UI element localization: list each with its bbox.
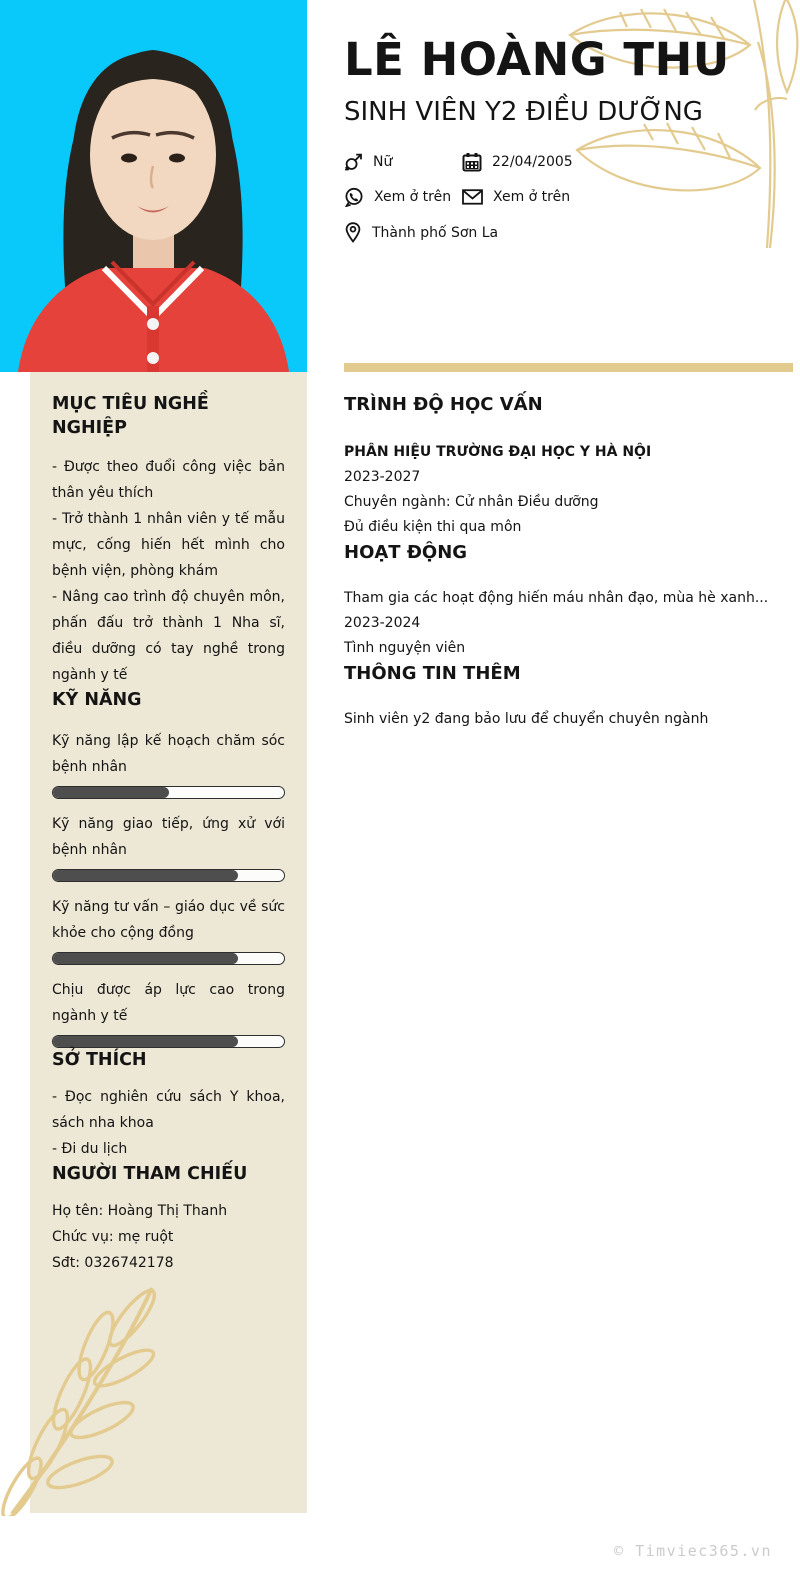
objective-line: - Được theo đuổi công việc bản thân yêu thích [52,459,285,501]
candidate-title: SINH VIÊN Y2 ĐIỀU DƯỠNG [344,97,703,127]
skill-bar-fill [53,787,169,798]
skills-heading: KỸ NĂNG [52,690,142,710]
main-column [344,392,784,732]
info-dob-value: 22/04/2005 [492,154,573,170]
reference-text [52,1198,285,1276]
activities-role: Tình nguyện viên [344,640,466,656]
gender-icon [344,153,363,172]
education-years: 2023-2027 [344,469,421,485]
skill-label: Kỹ năng giao tiếp, ứng xử với bệnh nhân [52,816,285,858]
objective-text [52,454,285,688]
section-objective [52,392,285,688]
skill-item [52,977,285,1048]
education-major: Chuyên ngành: Cử nhân Điều dưỡng [344,494,599,510]
skill-bar-fill [53,953,238,964]
hobbies-text [52,1084,285,1162]
info-phone-value: Xem ở trên [374,189,452,205]
info-address [344,222,704,243]
section-education [344,392,784,540]
reference-line: Sđt: 0326742178 [52,1255,174,1271]
cv-header [344,34,794,243]
education-school: PHÂN HIỆU TRƯỜNG ĐẠI HỌC Y HÀ NỘI [344,444,652,460]
additional-text: Sinh viên y2 đang bảo lưu để chuyển chuyên ngành [344,711,709,727]
section-skills [52,688,285,1048]
gold-divider-bar [344,363,793,372]
skill-item [52,894,285,965]
hobby-line: - Đọc nghiên cứu sách Y khoa, sách nha khoa [52,1089,285,1131]
skill-label: Kỹ năng lập kế hoạch chăm sóc bệnh nhân [52,733,285,775]
location-icon [344,222,362,243]
section-activities [344,540,784,661]
skill-bar-track [52,869,285,882]
skill-bar-track [52,1035,285,1048]
skill-bar-track [52,786,285,799]
education-note: Đủ điều kiện thi qua môn [344,519,522,535]
hobby-line: - Đi du lịch [52,1141,128,1157]
skills-list [52,728,285,1048]
skill-label: Kỹ năng tư vấn – giáo dục về sức khỏe cho cộng đồng [52,899,285,941]
profile-photo [0,0,307,372]
section-additional [344,661,784,732]
activities-heading: HOẠT ĐỘNG [344,542,468,563]
skill-label: Chịu được áp lực cao trong ngành y tế [52,982,285,1024]
activities-description: Tham gia các hoạt động hiến máu nhân đạo, mùa hè xanh... [344,590,769,606]
info-email [462,187,704,207]
leaf-decoration-bottom-left [0,1282,178,1516]
info-dob [462,152,704,172]
hobbies-heading: SỞ THÍCH [52,1050,147,1070]
skill-item [52,811,285,882]
info-gender [344,152,462,172]
skill-bar-fill [53,1036,238,1047]
education-heading: TRÌNH ĐỘ HỌC VẤN [344,394,543,415]
contact-info [344,152,704,243]
reference-heading: NGƯỜI THAM CHIẾU [52,1164,248,1184]
watermark: © Timviec365.vn [614,1542,772,1560]
info-address-value: Thành phố Sơn La [372,224,499,241]
calendar-icon [462,152,482,172]
info-email-value: Xem ở trên [493,189,571,205]
additional-heading: THÔNG TIN THÊM [344,663,521,684]
section-reference [52,1162,285,1276]
skill-bar-fill [53,870,238,881]
skill-bar-track [52,952,285,965]
objective-heading: MỤC TIÊU NGHỀ NGHIỆP [52,394,209,438]
objective-line: - Nâng cao trình độ chuyên môn, phấn đấu trở thành 1 Nha sĩ, điều dưỡng có tay nghề trong ngành y tế [52,589,285,683]
email-icon [462,189,483,205]
activities-years: 2023-2024 [344,615,421,631]
reference-line: Họ tên: Hoàng Thị Thanh [52,1203,228,1219]
section-hobbies [52,1048,285,1162]
objective-line: - Trở thành 1 nhân viên y tế mẫu mực, cống hiến hết mình cho bệnh viện, phòng khám [52,511,285,579]
candidate-name: LÊ HOÀNG THU [344,33,730,86]
phone-icon [344,187,364,207]
reference-line: Chức vụ: mẹ ruột [52,1229,174,1245]
info-gender-value: Nữ [373,154,393,170]
skill-item [52,728,285,799]
info-phone [344,187,462,207]
